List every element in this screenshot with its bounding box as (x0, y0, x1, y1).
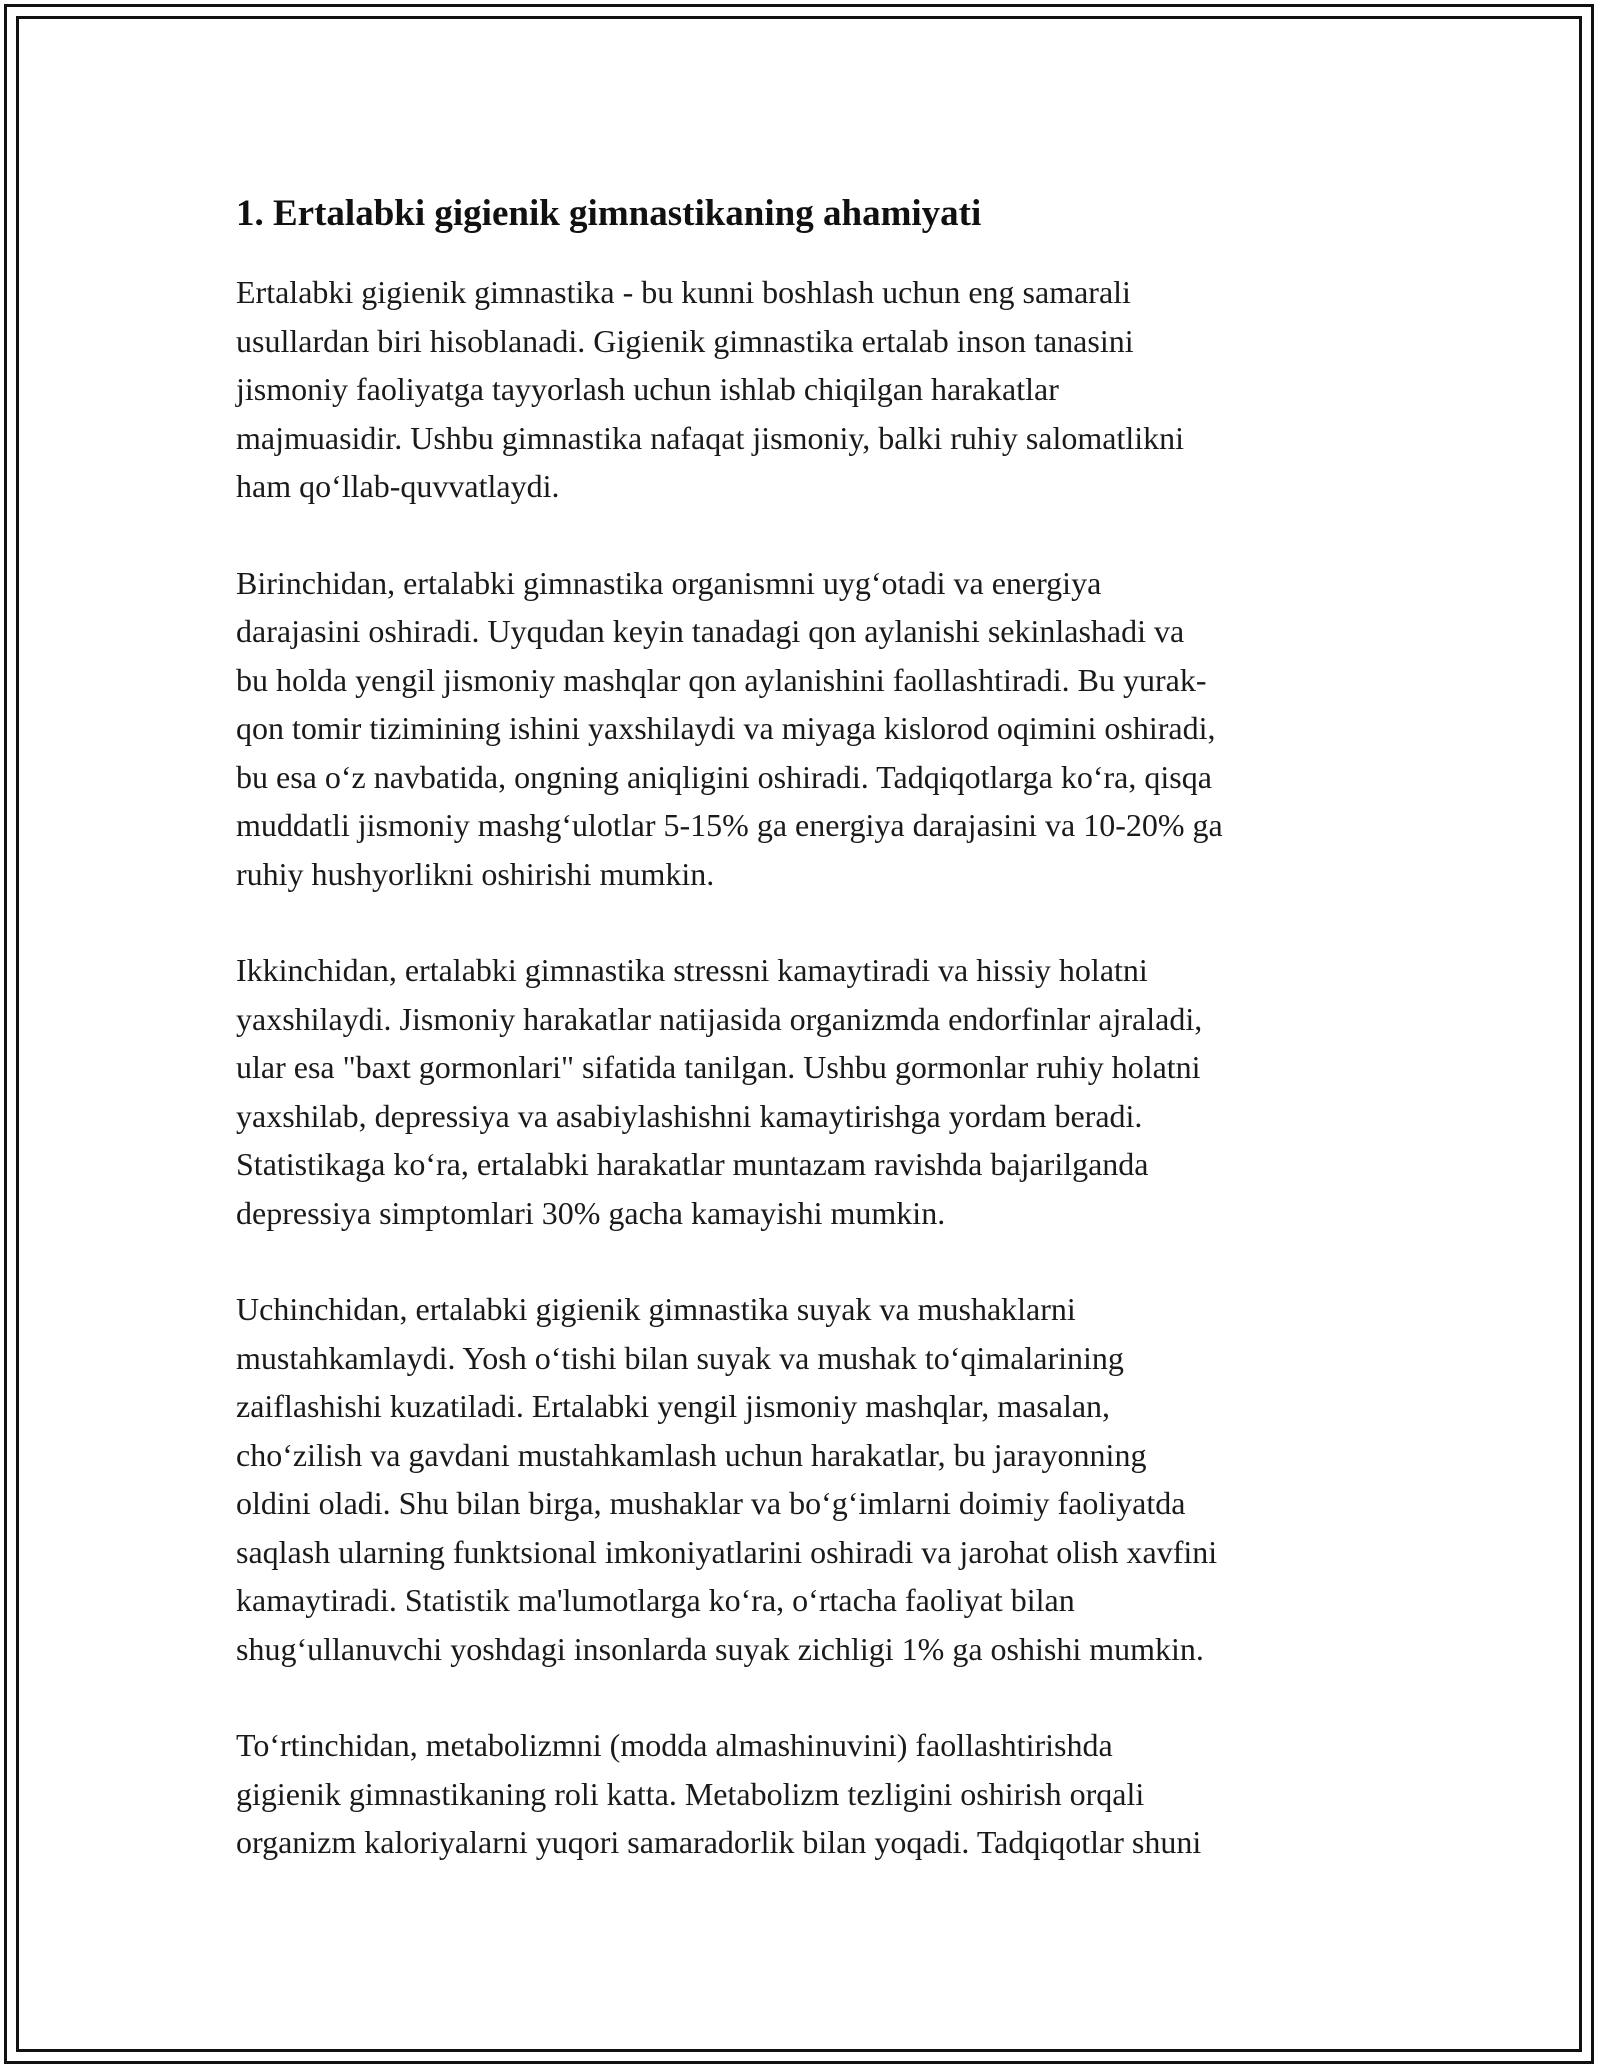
text-line: yaxshilaydi. Jismoniy harakatlar natijasida organizmda endorfinlar ajraladi, (236, 1000, 1203, 1037)
text-line: saqlash ularning funktsional imkoniyatlarini oshiradi va jarohat olish xavfini (236, 1533, 1218, 1570)
text-line: Birinchidan, ertalabki gimnastika organismni uyg‘otadi va energiya (236, 564, 1102, 601)
document-body (236, 186, 1396, 1915)
text-line: organizm kaloriyalarni yuqori samaradorlik bilan yoqadi. Tadqiqotlar shuni (236, 1824, 1202, 1860)
text-line: Ertalabki gigienik gimnastika - bu kunni boshlash uchun eng samarali (236, 274, 1131, 310)
text-line: depressiya simptomlari 30% gacha kamayishi mumkin. (236, 1194, 946, 1231)
text-line: qon tomir tizimining ishini yaxshilaydi va miyaga kislorod oqimini oshiradi, (236, 710, 1216, 746)
text-line: muddatli jismoniy mashg‘ulotlar 5-15% ga energiya darajasini va 10-20% ga (236, 807, 1223, 843)
text-line: cho‘zilish va gavdani mustahkamlash uchun harakatlar, bu jarayonning (236, 1436, 1147, 1473)
text-line: Uchinchidan, ertalabki gigienik gimnastika suyak va mushaklarni (236, 1291, 1076, 1327)
text-line: darajasini oshiradi. Uyqudan keyin tanadagi qon aylanishi sekinlashadi va (236, 613, 1185, 649)
text-line: mustahkamlaydi. Yosh o‘tishi bilan suyak va mushak to‘qimalarining (236, 1339, 1124, 1376)
paragraph-third-point (236, 1285, 1396, 1673)
text-line: Statistikaga ko‘ra, ertalabki harakatlar muntazam ravishda bajarilganda (236, 1146, 1149, 1182)
text-line: jismoniy faoliyatga tayyorlash uchun ishlab chiqilgan harakatlar (236, 371, 1059, 407)
text-line: shug‘ullanuvchi yoshdagi insonlarda suyak zichligi 1% ga oshishi mumkin. (236, 1630, 1204, 1667)
text-line: ham qo‘llab-quvvatlaydi. (236, 468, 560, 504)
paragraph-fourth-point (236, 1721, 1396, 1867)
text-line: zaiflashishi kuzatiladi. Ertalabki yengil jismoniy mashqlar, masalan, (236, 1388, 1111, 1424)
text-line: ular esa "baxt gormonlari" sifatida tanilgan. Ushbu gormonlar ruhiy holatni (236, 1049, 1201, 1085)
paragraph-intro (236, 268, 1396, 511)
section-heading: 1. Ertalabki gigienik gimnastikaning ahamiyati (236, 193, 982, 234)
paragraph-first-point (236, 559, 1396, 899)
text-line: To‘rtinchidan, metabolizmni (modda almashinuvini) faollashtirishda (236, 1727, 1113, 1763)
text-line: usullardan biri hisoblanadi. Gigienik gimnastika ertalab inson tanasini (236, 322, 1134, 359)
text-line: kamaytiradi. Statistik ma'lumotlarga ko‘ra, o‘rtacha faoliyat bilan (236, 1582, 1075, 1618)
text-line: ruhiy hushyorlikni oshirishi mumkin. (236, 855, 715, 892)
text-line: Ikkinchidan, ertalabki gimnastika stressni kamaytiradi va hissiy holatni (236, 952, 1148, 988)
text-line: majmuasidir. Ushbu gimnastika nafaqat jismoniy, balki ruhiy salomatlikni (236, 419, 1185, 456)
text-line: gigienik gimnastikaning roli katta. Metabolizm tezligini oshirish orqali (236, 1775, 1145, 1812)
text-line: yaxshilab, depressiya va asabiylashishni kamaytirishga yordam beradi. (236, 1097, 1143, 1134)
text-line: bu holda yengil jismoniy mashqlar qon aylanishini faollashtiradi. Bu yurak- (236, 661, 1207, 698)
paragraph-second-point (236, 946, 1396, 1237)
text-line: oldini oladi. Shu bilan birga, mushaklar va bo‘g‘imlarni doimiy faoliyatda (236, 1485, 1186, 1521)
text-line: bu esa o‘z navbatida, ongning aniqligini oshiradi. Tadqiqotlarga ko‘ra, qisqa (236, 758, 1212, 795)
